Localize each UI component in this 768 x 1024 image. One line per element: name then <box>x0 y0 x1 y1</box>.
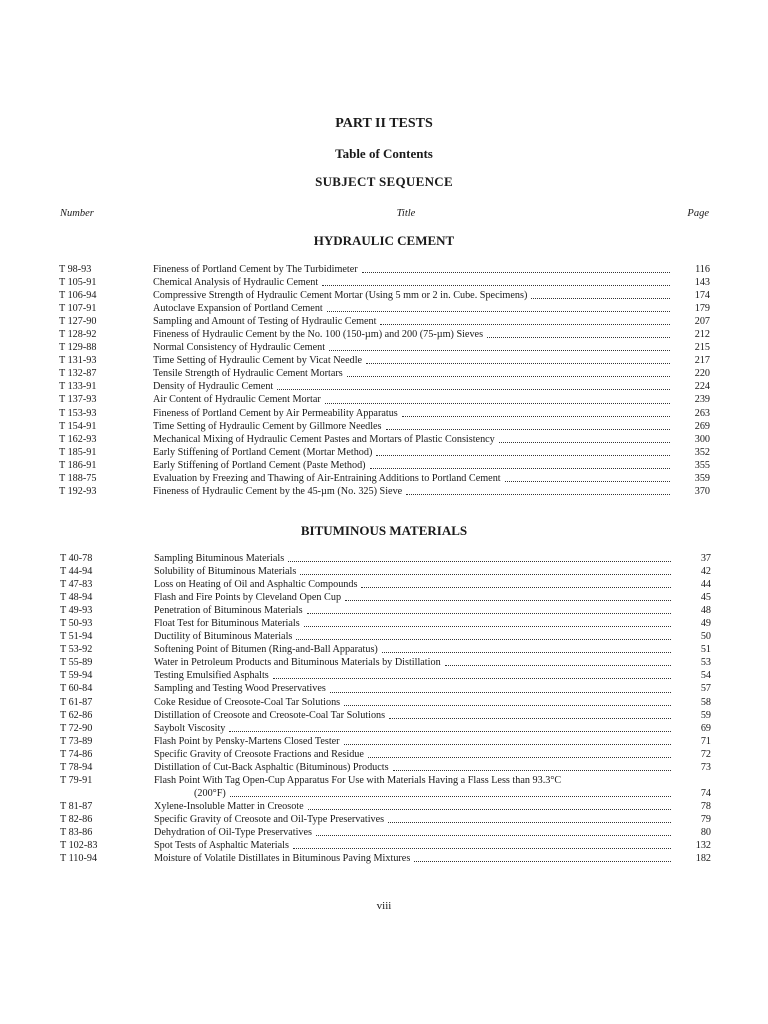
bituminous-materials-list <box>60 552 711 865</box>
entry-page: 217 <box>694 355 710 367</box>
entry-title: Compressive Strength of Hydraulic Cement Mortar (Using 5 mm or 2 in. Cube. Specimens) <box>153 290 528 302</box>
dot-leader <box>347 375 670 377</box>
toc-entry <box>59 472 710 485</box>
dot-leader <box>376 454 670 456</box>
entry-title: Sampling and Testing Wood Preservatives <box>154 683 326 695</box>
dot-leader <box>445 664 671 666</box>
entry-page: 45 <box>700 592 711 604</box>
sequence-title: SUBJECT SEQUENCE <box>315 174 453 189</box>
toc-entry <box>60 774 711 800</box>
toc-entry <box>60 722 711 735</box>
entry-number: T 47-83 <box>60 579 93 591</box>
entry-page: 79 <box>700 813 711 825</box>
entry-number: T 40-78 <box>60 553 93 564</box>
dot-leader <box>277 388 670 390</box>
dot-leader <box>288 560 671 562</box>
entry-number: T 132-87 <box>59 368 97 380</box>
entry-title: Fineness of Portland Cement by Air Permeability Apparatus <box>153 407 398 419</box>
dot-leader <box>345 599 671 601</box>
dot-leader <box>361 586 671 588</box>
entry-title-continued: (200°F) <box>194 787 226 799</box>
entry-page: 355 <box>694 459 710 471</box>
dot-leader <box>293 847 671 849</box>
entry-title: Fineness of Hydraulic Cement by the 45-µm (No. 325) Sieve <box>153 485 403 497</box>
dot-leader <box>389 717 671 719</box>
toc-entry <box>59 380 710 393</box>
entry-page: 239 <box>694 394 710 406</box>
entry-number: T 49-93 <box>60 605 93 617</box>
dot-leader <box>487 336 670 338</box>
entry-number: T 73-89 <box>60 735 93 747</box>
dot-leader <box>307 612 671 614</box>
toc-entry <box>60 669 711 682</box>
entry-page: 174 <box>694 290 710 302</box>
entry-number: T 129-88 <box>59 342 97 354</box>
entry-number: T 105-91 <box>59 277 97 289</box>
hydraulic-cement-list <box>59 263 710 498</box>
entry-title: Specific Gravity of Creosote Fractions and Residue <box>154 748 364 760</box>
toc-entry <box>59 302 710 315</box>
dot-leader <box>406 493 670 495</box>
entry-page: 42 <box>700 566 711 578</box>
toc-entry <box>59 328 710 341</box>
entry-number: T 98-93 <box>59 264 92 275</box>
dot-leader <box>329 349 670 351</box>
toc-entry <box>60 630 711 643</box>
entry-title: Distillation of Cut-Back Asphaltic (Bituminous) Products <box>154 761 389 773</box>
dot-leader <box>368 756 671 758</box>
entry-title: Time Setting of Hydraulic Cement by Vicat Needle <box>153 355 363 367</box>
entry-number: T 137-93 <box>59 394 97 406</box>
entry-number: T 78-94 <box>60 761 93 773</box>
entry-number: T 162-93 <box>59 433 97 445</box>
column-header-title: Title <box>396 208 416 219</box>
entry-title: Moisture of Volatile Distillates in Bituminous Paving Mixtures <box>154 853 411 865</box>
entry-number: T 186-91 <box>59 459 97 471</box>
toc-entry <box>60 578 711 591</box>
entry-page: 54 <box>700 670 711 682</box>
entry-title: Chemical Analysis of Hydraulic Cement <box>153 277 319 289</box>
entry-title: Sampling and Amount of Testing of Hydraulic Cement <box>153 316 377 328</box>
toc-entry <box>59 263 710 276</box>
entry-number: T 127-90 <box>59 316 97 328</box>
dot-leader <box>344 743 671 745</box>
dot-leader <box>505 480 670 482</box>
column-header-page: Page <box>687 208 709 219</box>
toc-entry <box>59 446 710 459</box>
entry-page: 49 <box>700 618 711 630</box>
toc-entry <box>59 289 710 302</box>
entry-page: 370 <box>694 485 710 497</box>
entry-title: Specific Gravity of Creosote and Oil-Type Preservatives <box>154 813 385 825</box>
toc-entry <box>60 709 711 722</box>
entry-page: 212 <box>694 329 710 341</box>
toc-entry <box>59 485 710 498</box>
toc-entry <box>60 552 711 565</box>
entry-number: T 62-86 <box>60 709 93 721</box>
dot-leader <box>327 310 670 312</box>
entry-page: 352 <box>694 446 710 458</box>
toc-entry <box>60 735 711 748</box>
toc-entry <box>59 433 710 446</box>
dot-leader <box>230 795 671 797</box>
entry-title: Softening Point of Bitumen (Ring-and-Ball Apparatus) <box>154 644 378 656</box>
entry-page: 59 <box>700 709 711 721</box>
entry-number: T 110-94 <box>60 853 98 865</box>
entry-number: T 131-93 <box>59 355 97 367</box>
entry-page: 224 <box>694 381 710 393</box>
toc-entry <box>59 341 710 354</box>
toc-entry <box>60 839 711 852</box>
toc-entry <box>60 656 711 669</box>
toc-entry <box>59 354 710 367</box>
toc-entry <box>59 315 710 328</box>
entry-page: 74 <box>700 787 711 799</box>
toc-entry <box>60 800 711 813</box>
entry-title: Density of Hydraulic Cement <box>153 381 274 393</box>
entry-number: T 74-86 <box>60 748 93 760</box>
toc-entry <box>60 617 711 630</box>
entry-title: Evaluation by Freezing and Thawing of Air-Entraining Additions to Portland Cement <box>153 472 501 484</box>
entry-page: 51 <box>700 644 711 656</box>
toc-entry <box>60 643 711 656</box>
entry-title: Distillation of Creosote and Creosote-Coal Tar Solutions <box>154 709 386 721</box>
entry-page: 71 <box>700 735 711 747</box>
toc-entry <box>59 276 710 289</box>
dot-leader <box>308 808 671 810</box>
entry-page: 132 <box>695 840 711 852</box>
entry-number: T 48-94 <box>60 592 93 604</box>
entry-number: T 106-94 <box>59 290 97 302</box>
entry-page: 37 <box>700 553 711 564</box>
toc-entry <box>60 604 711 617</box>
entry-title: Penetration of Bituminous Materials <box>154 605 303 617</box>
entry-title: Spot Tests of Asphaltic Materials <box>154 840 289 852</box>
entry-page: 57 <box>700 683 711 695</box>
entry-title: Fineness of Hydraulic Cement by the No. 100 (150-µm) and 200 (75-µm) Sieves <box>153 329 484 341</box>
entry-title: Time Setting of Hydraulic Cement by Gillmore Needles <box>153 420 382 432</box>
entry-page: 182 <box>695 853 711 865</box>
entry-page: 44 <box>700 579 711 591</box>
column-header-number: Number <box>60 208 94 219</box>
dot-leader <box>531 297 670 299</box>
entry-number: T 154-91 <box>59 420 97 432</box>
dot-leader <box>322 284 670 286</box>
dot-leader <box>393 769 671 771</box>
entry-number: T 55-89 <box>60 657 93 669</box>
toc-entry <box>59 407 710 420</box>
section-title-bituminous-materials: BITUMINOUS MATERIALS <box>300 523 468 538</box>
dot-leader <box>362 271 670 273</box>
toc-entry <box>60 826 711 839</box>
dot-leader <box>402 415 670 417</box>
entry-page: 69 <box>700 722 711 734</box>
dot-leader <box>499 441 670 443</box>
entry-page: 80 <box>700 826 711 838</box>
entry-title: Xylene-Insoluble Matter in Creosote <box>154 800 304 812</box>
entry-page: 116 <box>695 264 710 275</box>
dot-leader <box>300 573 671 575</box>
entry-number: T 81-87 <box>60 800 93 812</box>
entry-number: T 72-90 <box>60 722 93 734</box>
dot-leader <box>382 651 671 653</box>
dot-leader <box>330 691 671 693</box>
entry-title: Flash and Fire Points by Cleveland Open Cup <box>154 592 342 604</box>
toc-title: Table of Contents <box>335 146 433 161</box>
entry-number: T 59-94 <box>60 670 93 682</box>
dot-leader <box>388 821 671 823</box>
toc-entry <box>60 696 711 709</box>
entry-title: Solubility of Bituminous Materials <box>154 566 297 578</box>
dot-leader <box>304 625 671 627</box>
entry-title: Early Stiffening of Portland Cement (Paste Method) <box>153 459 366 471</box>
entry-number: T 107-91 <box>59 303 97 315</box>
page-number: viii <box>376 900 392 912</box>
entry-title: Mechanical Mixing of Hydraulic Cement Pastes and Mortars of Plastic Consistency <box>153 433 495 445</box>
toc-entry <box>60 813 711 826</box>
dot-leader <box>229 730 671 732</box>
entry-title: Saybolt Viscosity <box>154 722 226 734</box>
entry-title: Water in Petroleum Products and Bituminous Materials by Distillation <box>154 657 441 669</box>
entry-page: 215 <box>694 342 710 354</box>
toc-entry <box>60 852 711 865</box>
dot-leader <box>414 860 671 862</box>
entry-number: T 79-91 <box>60 774 93 786</box>
dot-leader <box>344 704 671 706</box>
entry-title: Air Content of Hydraulic Cement Mortar <box>153 394 321 406</box>
toc-entry <box>59 393 710 406</box>
toc-entry <box>59 367 710 380</box>
toc-entry <box>60 591 711 604</box>
entry-title: Tensile Strength of Hydraulic Cement Mortars <box>153 368 343 380</box>
entry-number: T 83-86 <box>60 826 93 838</box>
entry-title: Normal Consistency of Hydraulic Cement <box>153 342 326 354</box>
toc-entry <box>60 565 711 578</box>
entry-page: 50 <box>700 631 711 643</box>
entry-number: T 51-94 <box>60 631 93 643</box>
entry-title: Dehydration of Oil-Type Preservatives <box>154 826 312 838</box>
entry-page: 179 <box>694 303 710 315</box>
entry-title: Loss on Heating of Oil and Asphaltic Compounds <box>154 579 358 591</box>
dot-leader <box>296 638 671 640</box>
entry-number: T 61-87 <box>60 696 93 708</box>
entry-page: 78 <box>700 800 711 812</box>
toc-entry <box>60 761 711 774</box>
entry-page: 143 <box>694 277 710 289</box>
entry-number: T 133-91 <box>59 381 97 393</box>
entry-page: 359 <box>694 472 710 484</box>
entry-page: 263 <box>694 407 710 419</box>
entry-page: 220 <box>694 368 710 380</box>
dot-leader <box>273 677 671 679</box>
entry-number: T 50-93 <box>60 618 93 630</box>
entry-page: 53 <box>700 657 711 669</box>
entry-title: Early Stiffening of Portland Cement (Mortar Method) <box>153 446 373 458</box>
entry-title: Float Test for Bituminous Materials <box>154 618 300 630</box>
toc-entry <box>59 420 710 433</box>
entry-number: T 188-75 <box>59 472 97 484</box>
entry-page: 73 <box>700 761 711 773</box>
entry-title: Flash Point With Tag Open-Cup Apparatus For Use with Materials Having a Flass Less than 93.3°C <box>154 774 562 786</box>
toc-entry <box>60 682 711 695</box>
entry-title: Autoclave Expansion of Portland Cement <box>153 303 323 315</box>
toc-entry <box>60 748 711 761</box>
entry-title: Fineness of Portland Cement by The Turbidimeter <box>153 264 358 275</box>
entry-page: 58 <box>700 696 711 708</box>
entry-number: T 60-84 <box>60 683 93 695</box>
dot-leader <box>370 467 670 469</box>
dot-leader <box>316 834 671 836</box>
dot-leader <box>386 428 670 430</box>
entry-title: Ductility of Bituminous Materials <box>154 631 293 643</box>
entry-title: Coke Residue of Creosote-Coal Tar Solutions <box>154 696 341 708</box>
entry-page: 48 <box>700 605 711 617</box>
entry-number: T 128-92 <box>59 329 97 341</box>
entry-number: T 192-93 <box>59 485 97 497</box>
dot-leader <box>380 323 670 325</box>
entry-title: Sampling Bituminous Materials <box>154 553 285 564</box>
entry-number: T 53-92 <box>60 644 93 656</box>
dot-leader <box>325 402 670 404</box>
entry-number: T 153-93 <box>59 407 97 419</box>
toc-entry <box>59 459 710 472</box>
entry-page: 72 <box>700 748 711 760</box>
entry-title: Flash Point by Pensky-Martens Closed Tester <box>154 735 340 747</box>
entry-number: T 44-94 <box>60 566 93 578</box>
entry-title: Testing Emulsified Asphalts <box>154 670 269 682</box>
entry-number: T 185-91 <box>59 446 97 458</box>
entry-number: T 102-83 <box>60 840 98 852</box>
entry-number: T 82-86 <box>60 813 93 825</box>
entry-page: 207 <box>694 316 710 328</box>
entry-page: 300 <box>694 433 710 445</box>
dot-leader <box>366 362 670 364</box>
section-title-hydraulic-cement: HYDRAULIC CEMENT <box>313 233 455 248</box>
entry-page: 269 <box>694 420 710 432</box>
part-title: PART II TESTS <box>335 116 433 131</box>
